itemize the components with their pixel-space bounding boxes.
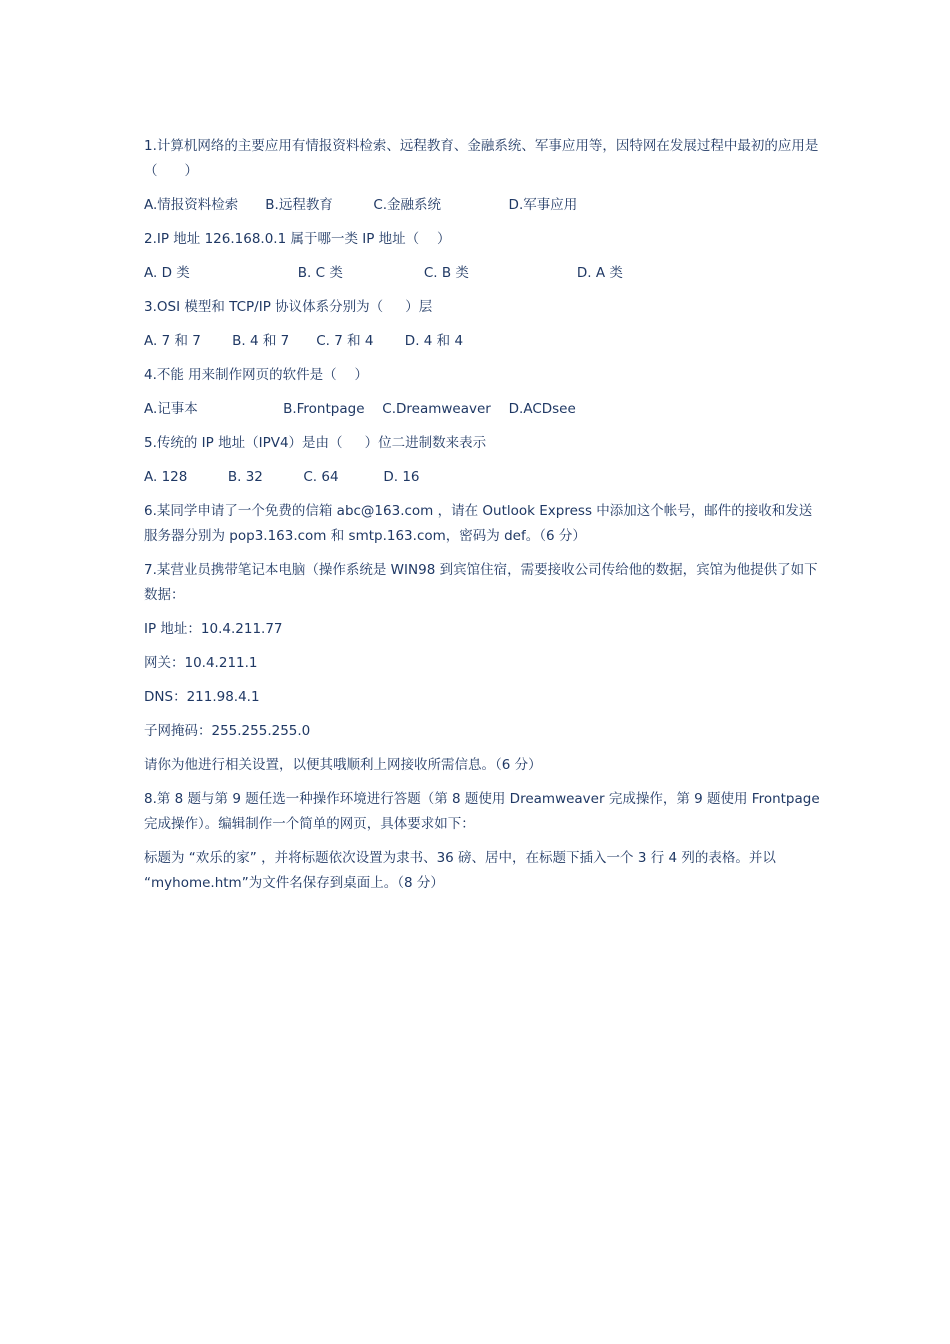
- q5-stem: 5.传统的 IP 地址（IPV4）是由（ ）位二进制数来表示: [144, 435, 487, 451]
- exam-document: [144, 134, 820, 896]
- q4-options: A.记事本 B.Frontpage C.Dreamweaver D.ACDsee: [144, 401, 576, 417]
- q6-line2: 服务器分别为 pop3.163.com 和 smtp.163.com，密码为 def。（6 分）: [144, 528, 586, 544]
- q8-requirement-line1: 标题为 “欢乐的家” ，并将标题依次设置为隶书、36 磅、居中，在标题下插入一个 3 行 4 列的表格。并以: [144, 850, 776, 866]
- q4-stem: 4.不能 用来制作网页的软件是（ ）: [144, 367, 368, 383]
- q8-line1: 8.第 8 题与第 9 题任选一种操作环境进行答题（第 8 题使用 Dreamweaver 完成操作，第 9 题使用 Frontpage: [144, 791, 820, 807]
- q7-task: 请你为他进行相关设置，以便其哦顺利上网接收所需信息。（6 分）: [144, 757, 542, 773]
- q1-options: A.情报资料检索 B.远程教育 C.金融系统 D.军事应用: [144, 197, 578, 213]
- q1-stem-line2: （ ）: [144, 163, 198, 179]
- q2-options: A. D 类 B. C 类 C. B 类 D. A 类: [144, 265, 623, 281]
- q7-dns: DNS：211.98.4.1: [144, 689, 260, 705]
- q7-line1: 7.某营业员携带笔记本电脑（操作系统是 WIN98 到宾馆住宿，需要接收公司传给他的数据，宾馆为他提供了如下: [144, 562, 818, 578]
- q7-subnet-mask: 子网掩码：255.255.255.0: [144, 723, 311, 739]
- q2-stem: 2.IP 地址 126.168.0.1 属于哪一类 IP 地址（ ）: [144, 231, 451, 247]
- q7-gateway: 网关：10.4.211.1: [144, 655, 258, 671]
- q3-stem: 3.OSI 模型和 TCP/IP 协议体系分别为（ ）层: [144, 299, 433, 315]
- q7-line2: 数据：: [144, 587, 185, 603]
- q7-ip-address: IP 地址：10.4.211.77: [144, 621, 283, 637]
- q6-line1: 6.某同学申请了一个免费的信箱 abc@163.com ，请在 Outlook Express 中添加这个帐号，邮件的接收和发送: [144, 503, 813, 519]
- q1-stem-line1: 1.计算机网络的主要应用有情报资料检索、远程教育、金融系统、军事应用等，因特网在发展过程中最初的应用是: [144, 138, 819, 154]
- q8-line2: 完成操作）。编辑制作一个简单的网页，具体要求如下：: [144, 816, 475, 832]
- q5-options: A. 128 B. 32 C. 64 D. 16: [144, 469, 420, 485]
- q3-options: A. 7 和 7 B. 4 和 7 C. 7 和 4 D. 4 和 4: [144, 333, 464, 349]
- q8-requirement-line2: “myhome.htm”为文件名保存到桌面上。（8 分）: [144, 875, 444, 891]
